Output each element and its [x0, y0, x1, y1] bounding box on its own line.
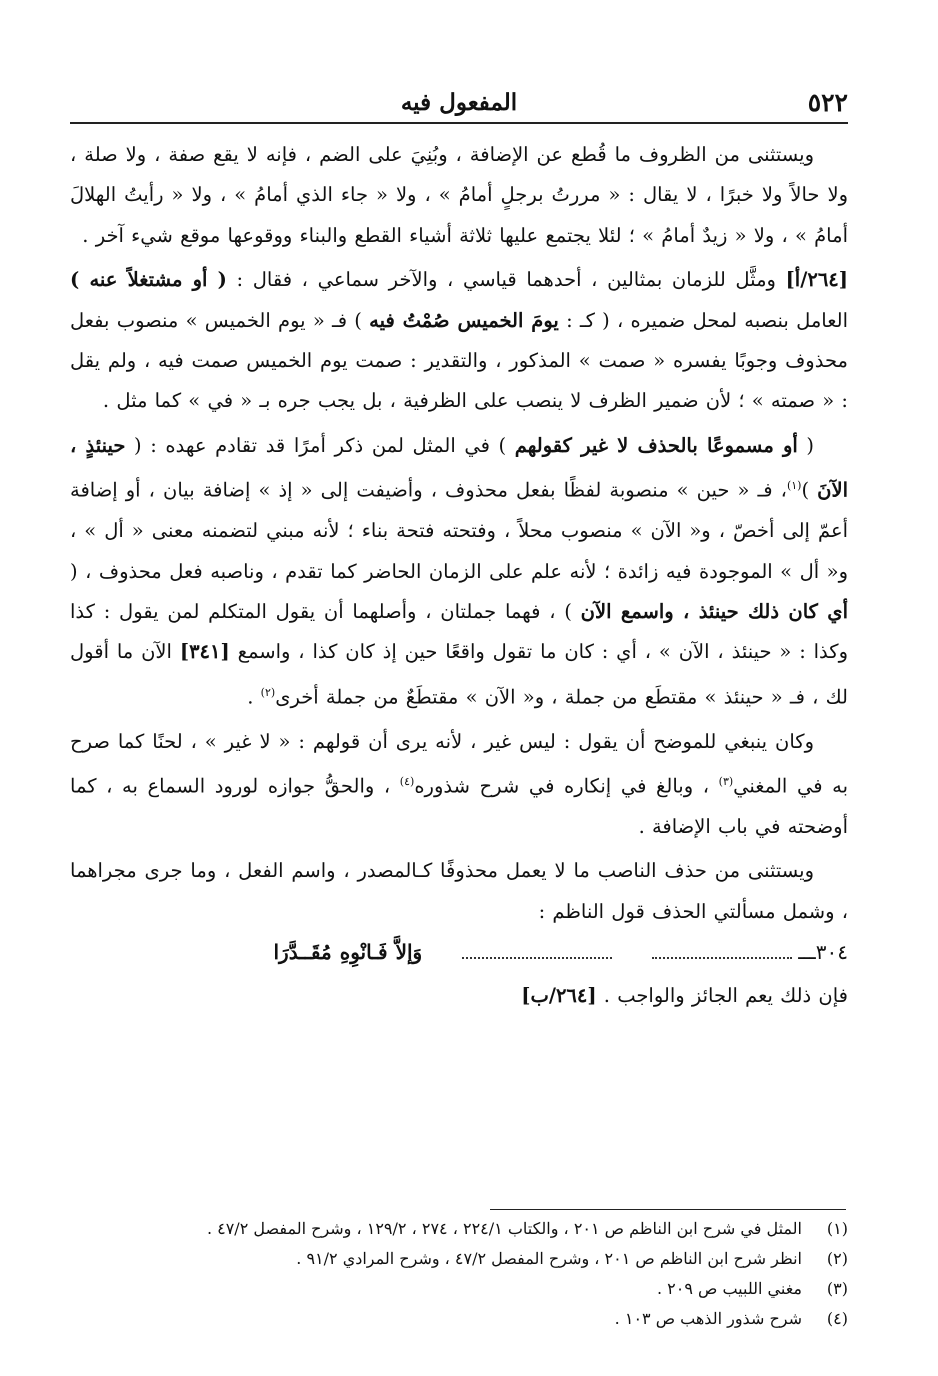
matn-quote: حينئذٍ ، الآنَ: [70, 433, 848, 502]
verse-number: ٣٠٤ـــ: [798, 940, 848, 965]
paragraph-4: وكان ينبغي للموضح أن يقول : ليس غير ، لأنه يرى أن قولهم : « لا غير » ، لحنًا كما صرح به في المغني$^{(٣)}$ ، وبالغ في إنكاره في شرح شذوره$^{(٤)}$ ، والحقُّ جوازه لورود السماع به ، كما أوضحته في باب الإضافة .: [70, 729, 849, 838]
footnote-text: انظر شرح ابن الناظم ص ٢٠١ ، وشرح المفصل ٤٧/٢ ، وشرح المرادي ٩١/٢ .: [296, 1249, 802, 1268]
running-title: المفعول فيه: [400, 89, 518, 116]
verse-line: [70, 932, 848, 972]
footnote-text: شرح شذور الذهب ص ١٠٣ .: [614, 1309, 802, 1328]
footnote-text: مغني اللبيب ص ٢٠٩ .: [657, 1279, 802, 1298]
footnote-number: (٤): [826, 1309, 848, 1328]
paragraph-5: ويستثنى من حذف الناصب ما لا يعمل محذوفًا كـالمصدر ، واسم الفعل ، وما جرى مجراهما ، وشمل مسألتي الحذف قول الناظم :: [70, 859, 848, 923]
footnote-marker: (٣): [718, 775, 734, 789]
footnote-separator: [490, 1209, 846, 1210]
folio-ref: [٣٤١]: [179, 640, 230, 664]
folio-ref: [٢٦٤/أ]: [785, 268, 848, 292]
matn-quote: أو مسموعًا بالحذف لا غير كقولهم: [514, 433, 798, 457]
paragraph-6: فإن ذلك يعم الجائز والواجب . [٢٦٤/ب]: [521, 984, 848, 1008]
footnote-number: (٢): [826, 1249, 848, 1268]
footnote: [70, 1214, 848, 1244]
paragraph-2: [٢٦٤/أ] ومثَّل للزمان بمثالين ، أحدهما قياسي ، والآخر سماعي ، فقال : ( أو مشتغلاً عنه ) العامل بنصبه لمحل ضميره ، ( كـ : يومَ الخميس صُمْتُ فيه ) فـ « يوم الخميس » منصوب بفعل محذوف وجوبًا يفسره « صمت » المذكور ، والتقدير : صمت يوم الخميس صمت فيه ، ولم يقل : « صمته » ؛ لأن ضمير الظرف لا ينصب على الظرفية ، بل يجب جره بـ « في » كما مثل .: [70, 268, 848, 413]
verse-ellipsis: [652, 945, 792, 959]
matn-quote: يومَ الخميس صُمْتُ فيه: [369, 308, 559, 332]
footnotes: [70, 1214, 848, 1334]
footnote-marker: (٢): [260, 685, 276, 699]
paragraph-3: ( أو مسموعًا بالحذف لا غير كقولهم ) في المثل لمن ذكر أمرًا قد تقادم عهده : ( حينئذٍ ، الآنَ )$^{(١)}$، فـ « حين » منصوبة لفظًا بفعل محذوف ، وأضيفت إلى « إذ » إضافة بيان ، أو إضافة أعمّ إلى أخصّ ، و« الآن » منصوب محلاً ، وفتحته فتحة بناء ؛ لأنه مبني لتضمنه معنى « أل » ، و« أل » الموجودة فيه زائدة ؛ لأنه علم على الزمان الحاضر كما تقدم ، وناصبه فعل محذوف ، ( أي كان ذلك حينئذ ، واسمع الآن ) ، فهما جملتان ، وأصلهما أن يقول المتكلم لمن يقول : كذا وكذا : « حينئذ ، الآن » ، أي : كان ما تقول واقعًا حين إذ كان كذا ، واسمع [٣٤١] الآن ما أقول لك ، فـ « حينئذ » مقتطَع من جملة ، و« الآن » مقتطَعٌ من جملة أخرى$^{(٢)}$ .: [70, 433, 848, 709]
matn-quote: ( أو مشتغلاً عنه ): [70, 268, 227, 292]
footnote-marker: (١): [786, 479, 802, 493]
paragraph-1: ويستثنى من الظروف ما قُطع عن الإضافة ، وبُنِيَ على الضم ، فإنه لا يقع صفة ، ولا صلة ، ولا حالاً ولا خبرًا ، لا يقال : « مررتُ برجلٍ أمامُ » ، ولا « جاء الذي أمامُ » ، ولا « رأيتُ الهلالَ أمامُ » ، ولا « زيدٌ أمامُ » ؛ لئلا يجتمع عليها ثلاثة أشياء القطع والبناء ووقوعها موقع شيء آخر .: [70, 143, 848, 247]
matn-quote: أي كان ذلك حينئذ ، واسمع الآن: [580, 599, 848, 623]
verse-ellipsis: [462, 945, 612, 959]
footnote-text: المثل في شرح ابن الناظم ص ٢٠١ ، والكتاب ٢٢٤/١ ، ٢٧٤ ، ١٢٩/٢ ، وشرح المفصل ٤٧/٢ .: [206, 1219, 802, 1238]
footnote: [70, 1304, 848, 1334]
footnote-marker: (٤): [399, 775, 415, 789]
verse-text: وَإلاَّ فَـانْوِهِ مُقَــدَّرَا: [273, 940, 423, 965]
page-header: [70, 88, 848, 124]
folio-ref: [٢٦٤/ب]: [521, 984, 597, 1008]
footnote: [70, 1244, 848, 1274]
footnote: [70, 1274, 848, 1304]
main-text: [70, 135, 848, 1017]
footnote-number: (٣): [826, 1279, 848, 1298]
page-number: ٥٢٢: [807, 88, 848, 117]
footnote-number: (١): [826, 1219, 848, 1238]
